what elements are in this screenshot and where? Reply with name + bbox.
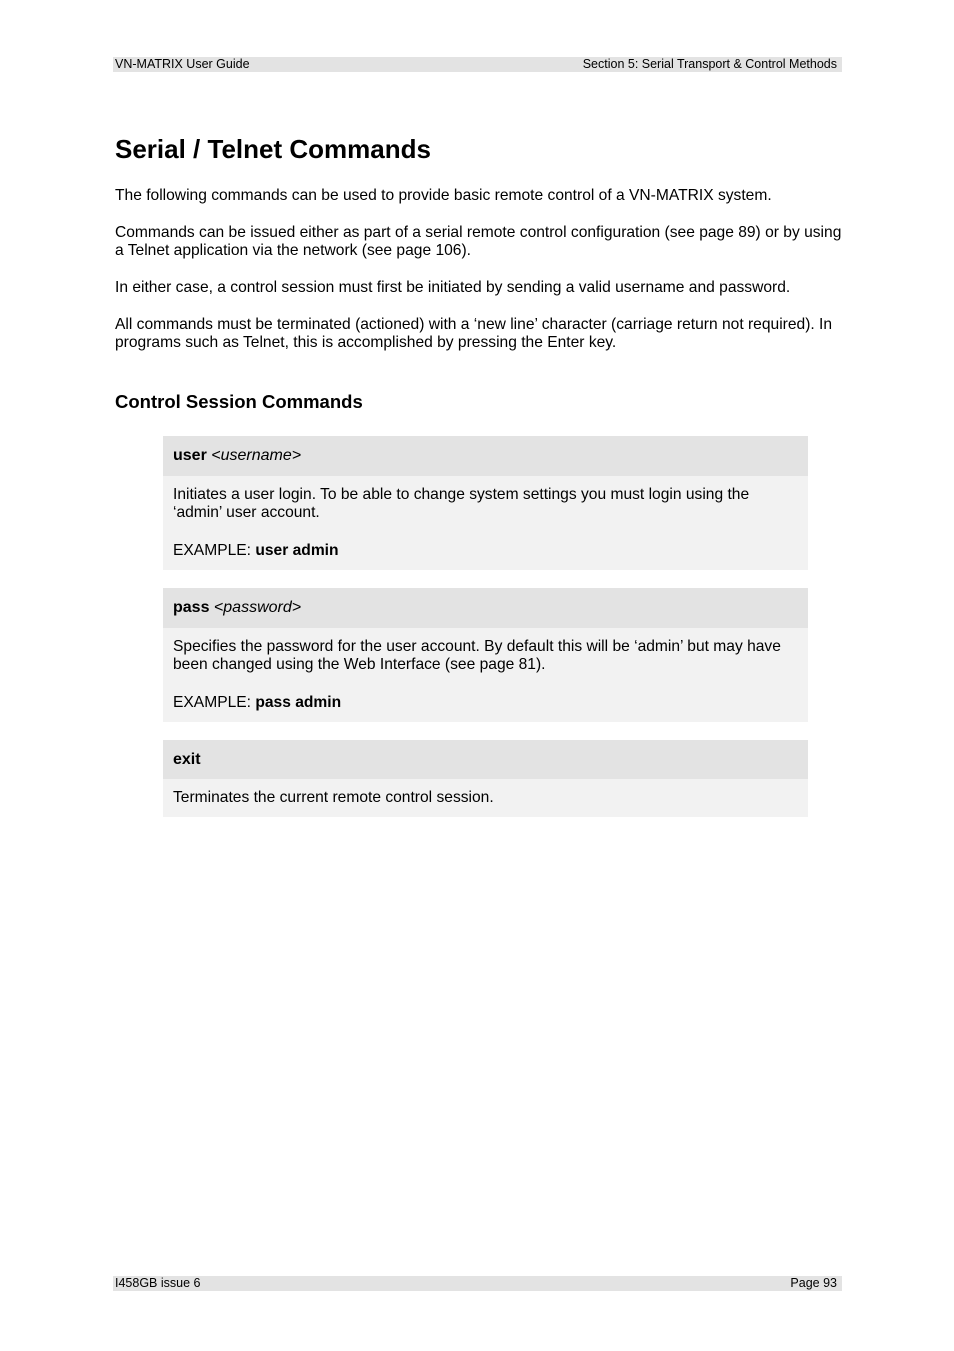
footer-issue: I458GB issue 6 (115, 1276, 201, 1290)
command-name: pass (173, 599, 210, 616)
example-value: user admin (255, 542, 339, 559)
intro-paragraph: In either case, a control session must first be initiated by sending a valid username and password. (115, 279, 791, 296)
page-title: Serial / Telnet Commands (115, 134, 431, 164)
command-description: Specifies the password for the user account. By default this will be ‘admin’ but may have been changed using the Web Interface (see page 81). (173, 638, 781, 673)
header-doc-title: VN-MATRIX User Guide (115, 57, 250, 71)
example-label: EXAMPLE: (173, 542, 256, 559)
command-body (163, 476, 808, 570)
example-value: pass admin (255, 694, 342, 711)
command-exit (163, 740, 808, 817)
command-example (173, 542, 798, 560)
command-name: exit (173, 751, 201, 768)
command-body (163, 779, 808, 817)
command-user (163, 436, 808, 570)
command-pass (163, 588, 808, 722)
command-body (163, 628, 808, 722)
section-title: Control Session Commands (115, 391, 363, 412)
footer-page-number: Page 93 (790, 1276, 837, 1290)
page-footer (113, 1276, 842, 1291)
intro-text (115, 187, 845, 371)
command-argument: <username> (211, 447, 302, 464)
command-argument: <password> (213, 599, 302, 616)
command-header (163, 436, 808, 476)
example-label: EXAMPLE: (173, 694, 256, 711)
intro-paragraph: All commands must be terminated (actioned) with a ‘new line’ character (carriage return not required). In programs such as Telnet, this is accomplished by pressing the Enter key. (115, 316, 833, 351)
intro-paragraph: The following commands can be used to provide basic remote control of a VN-MATRIX system. (115, 187, 772, 204)
page-header (113, 57, 842, 72)
command-name: user (173, 447, 207, 464)
command-example (173, 694, 798, 712)
header-section-title: Section 5: Serial Transport & Control Methods (582, 57, 837, 71)
command-header (163, 588, 808, 628)
command-description: Initiates a user login. To be able to change system settings you must login using the ‘admin’ user account. (173, 486, 750, 521)
command-description: Terminates the current remote control session. (173, 789, 494, 806)
command-header (163, 740, 808, 779)
intro-paragraph: Commands can be issued either as part of a serial remote control configuration (see page 89) or by using a Telnet application via the network (see page 106). (115, 224, 842, 259)
